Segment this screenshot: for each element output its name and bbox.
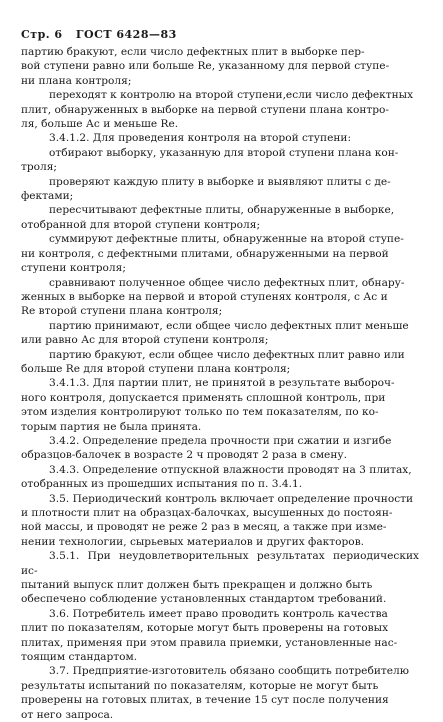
- text-line: тоящим стандартом.: [21, 651, 138, 664]
- text-line: пересчитывают дефектные плиты, обнаруженные в выборке,: [49, 204, 395, 217]
- text-line: от него запроса.: [21, 708, 114, 721]
- text-line: нении технологии, сырьевых материалов и других факторов.: [21, 535, 365, 548]
- section-3-5-1: 3.5.1. При неудовлетворительных результатах периодических ис-: [21, 550, 419, 577]
- text-line: плит, обнаруженных в выборке на первой ступени плана контро-: [21, 103, 390, 116]
- text-line: торым партия не была принята.: [21, 420, 202, 433]
- text-line: ступени контроля;: [21, 262, 126, 275]
- text-line: партию бракуют, если число дефектных плит в выборке пер-: [21, 46, 365, 58]
- page-header: [21, 28, 186, 41]
- text-line: сравнивают полученное общее число дефектных плит, обнару-: [49, 276, 405, 289]
- text-line: или равно Ас для второй ступени контроля;: [21, 334, 269, 347]
- text-line: ни плана контроля;: [21, 74, 132, 87]
- text-line: фектами;: [21, 190, 74, 203]
- section-3-5: 3.5. Периодический контроль включает определение прочности: [49, 492, 414, 505]
- text-line: партию бракуют, если общее число дефектных плит равно или: [49, 348, 405, 361]
- text-line: проверяют каждую плиту в выборке и выявляют плиты с де-: [49, 175, 391, 188]
- text-line: плит по показателям, которые могут быть проверены на готовых: [21, 622, 389, 635]
- text-line: суммируют дефектные плиты, обнаруженные на второй ступе-: [49, 233, 404, 246]
- section-3-4-1-3: 3.4.1.3. Для партии плит, не принятой в результате выбороч-: [49, 377, 395, 390]
- text-line: троля;: [21, 161, 58, 174]
- text-line: женных в выборке на первой и второй ступенях контроля, с Ас и: [21, 290, 388, 303]
- text-line: отбирают выборку, указанную для второй ступени плана кон-: [49, 146, 399, 159]
- text-line: этом изделия контролируют только по тем показателям, по ко-: [21, 406, 379, 419]
- text-line: отобранной для второй ступени контроля;: [21, 218, 261, 231]
- text-line: Re второй ступени плана контроля;: [21, 305, 223, 318]
- text-line: отобранных из прошедших испытания по п. 3.4.1.: [21, 478, 303, 491]
- text-line: ной массы, и проводят не реже 2 раз в месяц, а также при изме-: [21, 521, 387, 534]
- text-line: вой ступени равно или больше Re, указанному для первой ступе-: [21, 60, 390, 73]
- section-3-6: 3.6. Потребитель имеет право проводить контроль качества: [49, 607, 388, 620]
- text-line: пытаний выпуск плит должен быть прекращен и должно быть: [21, 579, 373, 592]
- section-3-4-3: 3.4.3. Определение отпускной влажности проводят на 3 плитах,: [49, 463, 412, 476]
- page-number: Стр. 6: [21, 28, 63, 41]
- text-line: больше Re для второй ступени плана контроля;: [21, 362, 291, 375]
- text-line: переходят к контролю на второй ступени,если число дефектных: [49, 89, 414, 102]
- text-line: ни контроля, с дефектными плитами, обнаруженными на первой: [21, 247, 389, 260]
- document-body: [21, 45, 419, 722]
- section-3-7: 3.7. Предприятие-изготовитель обязано сообщить потребителю: [49, 665, 409, 678]
- standard-code: ГОСТ 6428—83: [75, 28, 177, 41]
- section-3-4-2: 3.4.2. Определение предела прочности при сжатии и изгибе: [49, 434, 392, 447]
- text-line: проверены на готовых плитах, в течение 15 сут после получения: [21, 694, 389, 707]
- text-line: результаты испытаний по показателям, которые не могут быть: [21, 679, 379, 692]
- text-line: образцов-балочек в возрасте 2 ч проводят 2 раза в смену.: [21, 449, 347, 462]
- text-line: обеспечено соблюдение установленных стандартом требований.: [21, 593, 387, 606]
- text-line: ного контроля, допускается применять сплошной контроль, при: [21, 391, 386, 404]
- text-line: плитах, применяя при этом правила приемки, установленные нас-: [21, 636, 398, 649]
- text-line: ля, больше Ас и меньше Re.: [21, 118, 179, 131]
- text-line: партию принимают, если общее число дефектных плит меньше: [49, 319, 409, 332]
- section-heading-3-4-1-2: 3.4.1.2. Для проведения контроля на второй ступени:: [49, 132, 352, 145]
- text-line: и плотности плит на образцах-балочках, высушенных до постоян-: [21, 507, 393, 519]
